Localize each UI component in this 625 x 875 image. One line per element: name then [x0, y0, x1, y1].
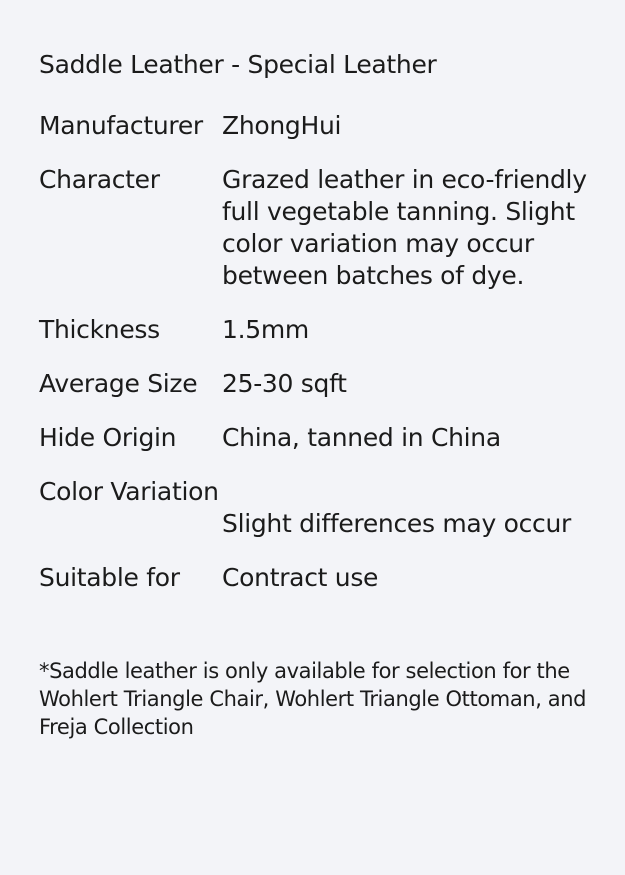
spec-label: Manufacturer [39, 111, 203, 140]
spec-value: ZhongHui [222, 111, 342, 140]
spec-value: Slight differences may occur [222, 509, 571, 538]
spec-label: Average Size [39, 369, 198, 398]
spec-value: Contract use [222, 563, 379, 592]
spec-label: Color Variation [39, 477, 219, 506]
spec-row-average-size [39, 368, 609, 400]
spec-value: 1.5mm [222, 315, 309, 344]
spec-row-thickness [39, 314, 609, 346]
page-title: Saddle Leather - Special Leather [39, 50, 437, 79]
availability-footnote: *Saddle leather is only available for selection for the Wohlert Triangle Chair, Wohlert Triangle Ottoman, and Freja Collection [39, 659, 587, 739]
spec-label: Hide Origin [39, 423, 177, 452]
spec-label: Thickness [39, 315, 160, 344]
spec-row-manufacturer [39, 110, 609, 142]
spec-value: China, tanned in China [222, 423, 501, 452]
spec-table [39, 110, 609, 616]
spec-label: Suitable for [39, 563, 180, 592]
spec-row-suitable-for [39, 562, 609, 594]
spec-value: 25-30 sqft [222, 369, 347, 398]
spec-row-color-variation [39, 476, 609, 540]
spec-row-character [39, 164, 609, 292]
spec-row-hide-origin [39, 422, 609, 454]
spec-label: Character [39, 165, 160, 194]
spec-value: Grazed leather in eco-friendly full vegetable tanning. Slight color variation may occur between batches of dye. [222, 165, 587, 290]
